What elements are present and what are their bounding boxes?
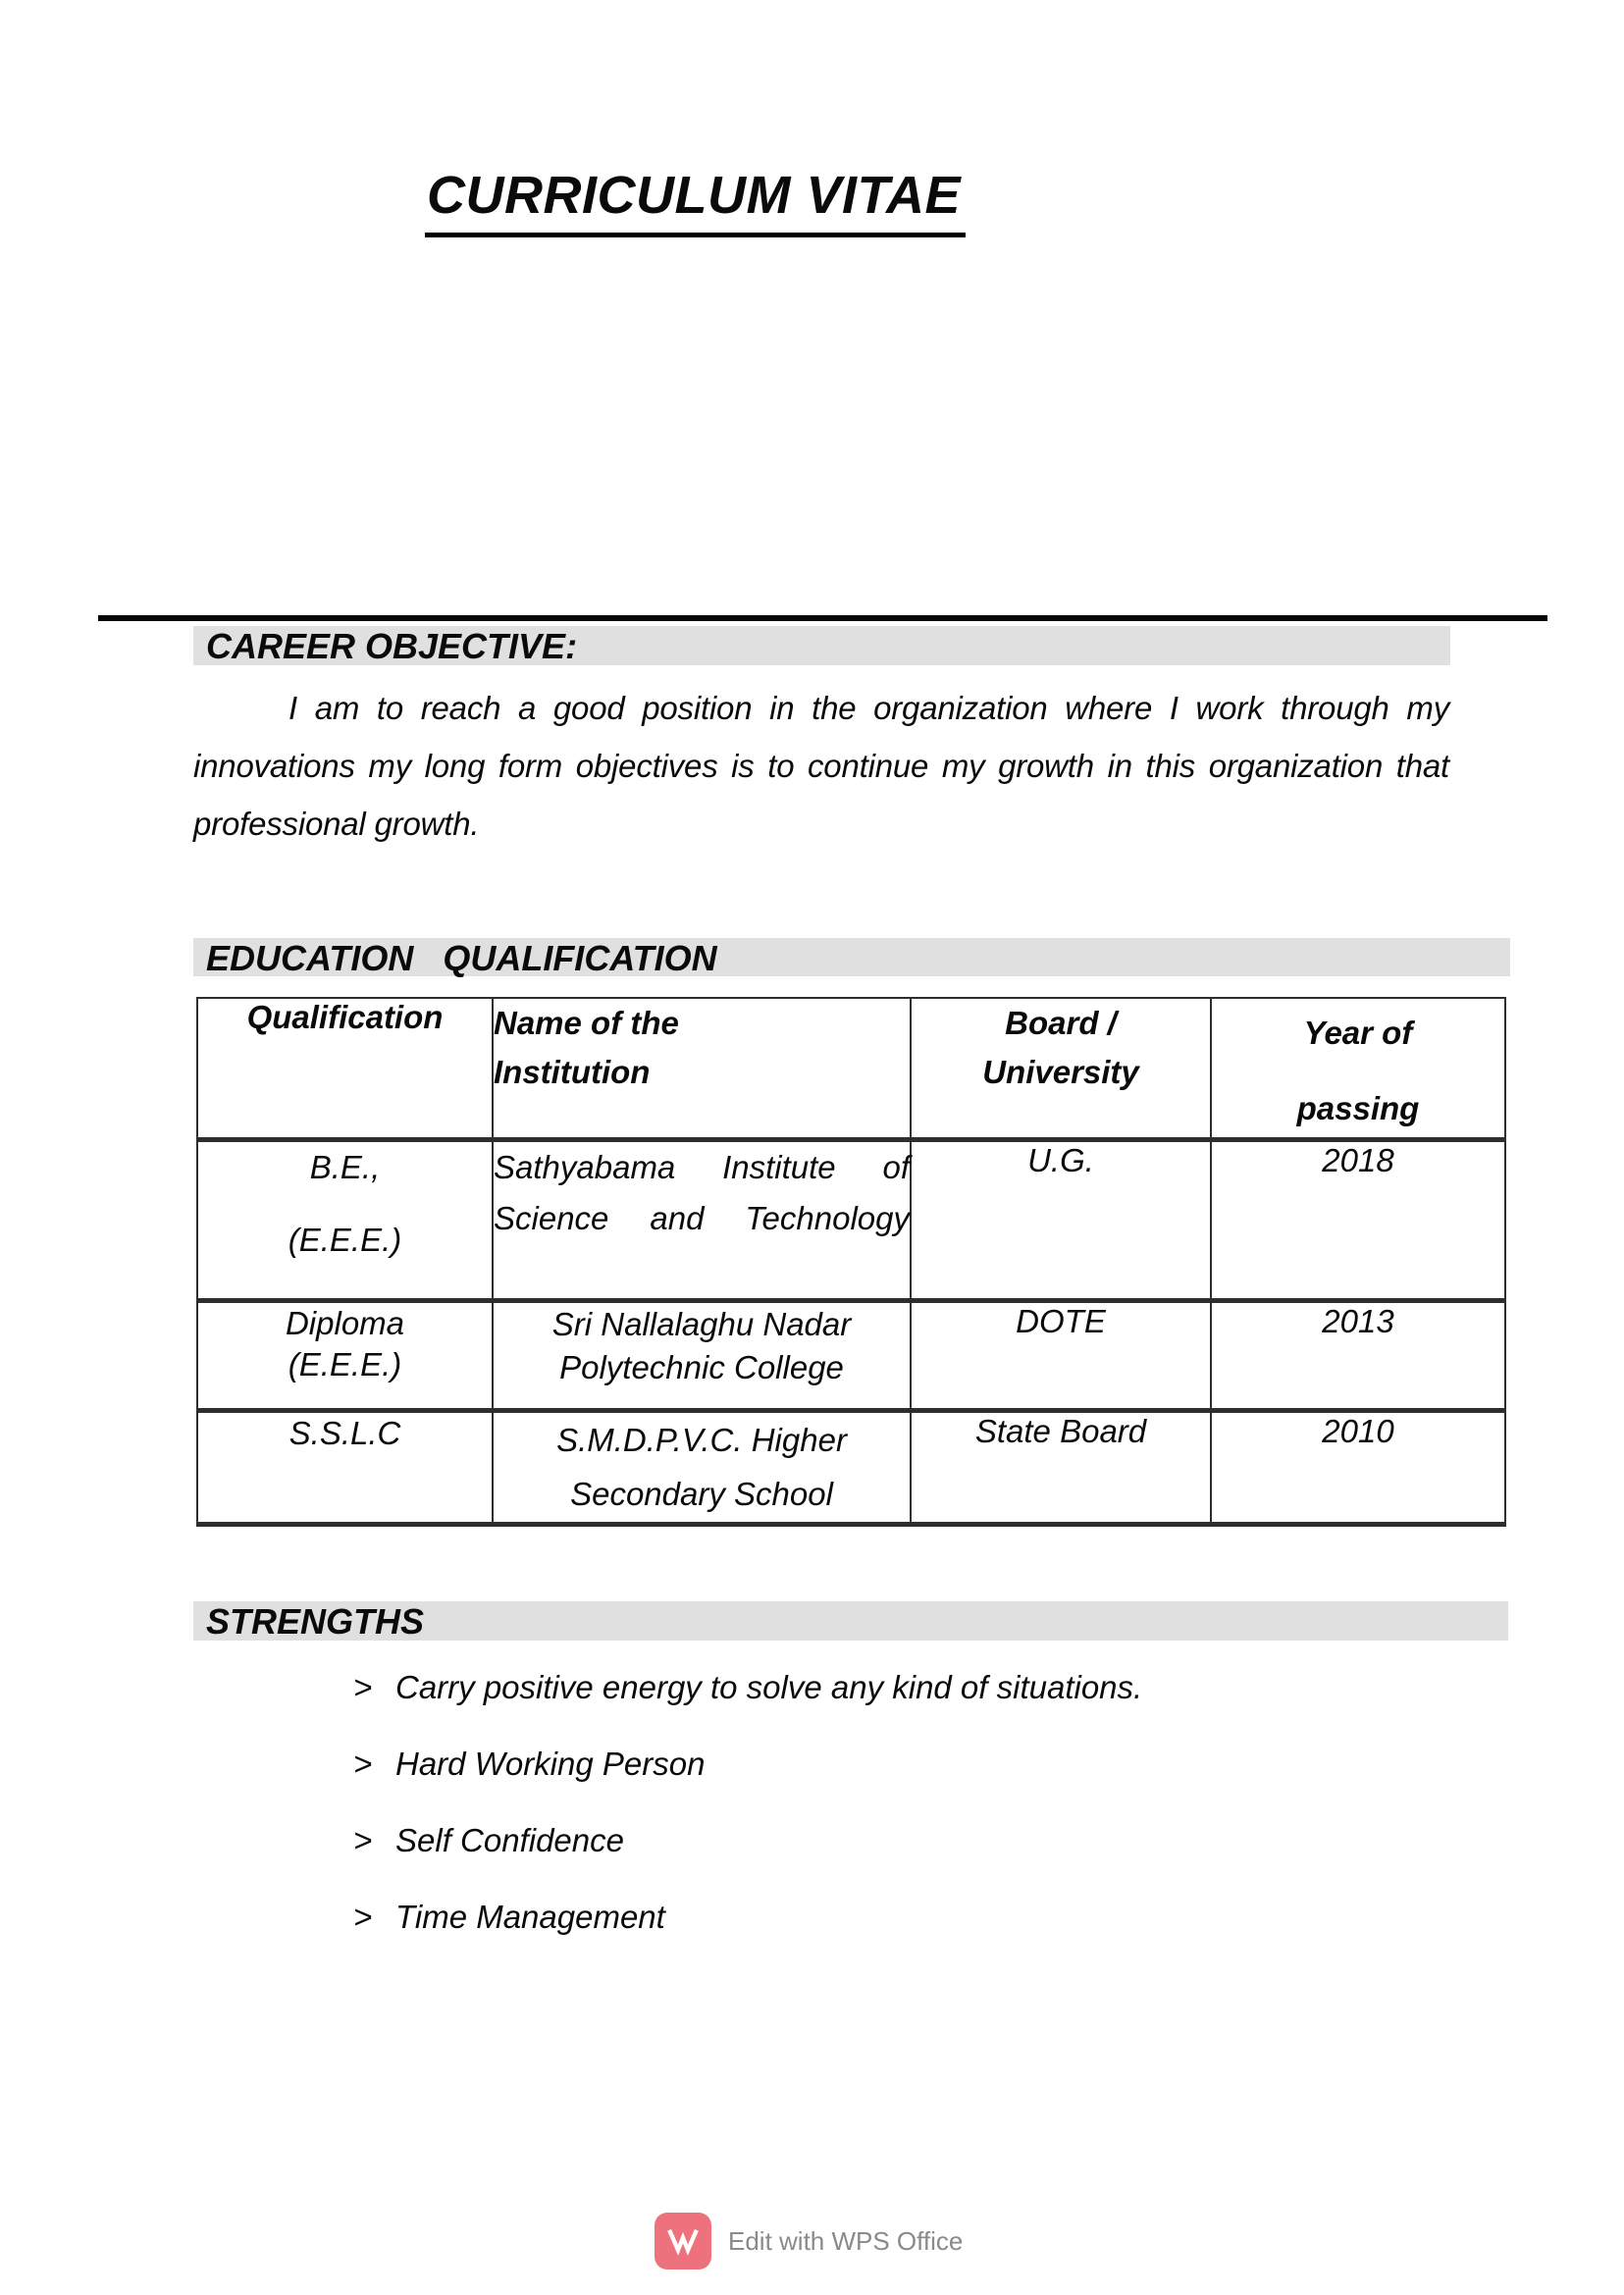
section-heading-education-qualification: EDUCATION QUALIFICATION <box>193 938 1510 976</box>
table-row <box>197 1410 1505 1524</box>
cell-text: (E.E.E.) <box>288 1221 402 1258</box>
education-table <box>196 997 1506 1527</box>
list-item <box>353 1897 1142 1937</box>
cell-qualification <box>197 1139 493 1300</box>
list-item-text: Carry positive energy to solve any kind of situations. <box>395 1669 1143 1705</box>
cell-institution <box>493 1410 911 1524</box>
col-header-year-of-passing <box>1211 998 1505 1139</box>
cell-qualification <box>197 1300 493 1410</box>
cell-year: 2018 <box>1211 1139 1505 1300</box>
section-heading-career-objective: CAREER OBJECTIVE: <box>193 626 1450 665</box>
col-header-board-line1: Board / <box>1005 1005 1117 1041</box>
table-row <box>197 1139 1505 1300</box>
list-item <box>353 1744 1142 1784</box>
col-header-institution-line2: Institution <box>494 1054 651 1090</box>
list-item <box>353 1667 1142 1707</box>
wps-watermark[interactable] <box>655 2213 963 2269</box>
horizontal-rule <box>98 615 1547 621</box>
cell-text: Sri Nallalaghu Nadar <box>551 1305 852 1342</box>
career-objective-paragraph: I am to reach a good position in the organization where I work through my innovations my long form objectives is to continue my growth in this organization that professional growth. <box>193 690 1449 842</box>
col-header-year-line1: Year of <box>1303 1015 1413 1051</box>
cell-text: (E.E.E.) <box>288 1345 402 1382</box>
cell-board: U.G. <box>911 1139 1211 1300</box>
page-title: CURRICULUM VITAE <box>425 165 966 237</box>
cell-text: Polytechnic College <box>559 1348 844 1385</box>
list-item-text: Time Management <box>395 1899 665 1935</box>
bullet-marker: > <box>353 1899 373 1935</box>
list-item-text: Hard Working Person <box>395 1746 706 1782</box>
bullet-marker: > <box>353 1746 373 1782</box>
cell-institution <box>493 1139 911 1300</box>
col-header-board-university <box>911 998 1211 1139</box>
col-header-institution-line1: Name of the <box>494 1005 679 1041</box>
cell-text: B.E., <box>309 1148 381 1185</box>
document-title-wrap <box>425 165 966 237</box>
section-heading-strengths: STRENGTHS <box>193 1601 1508 1641</box>
col-header-institution <box>493 998 911 1139</box>
strengths-list <box>353 1667 1142 1973</box>
col-header-year-line2: passing <box>1296 1090 1420 1126</box>
table-row <box>197 1300 1505 1410</box>
cell-year: 2010 <box>1211 1410 1505 1524</box>
cell-qualification: S.S.L.C <box>197 1410 493 1524</box>
col-header-qualification: Qualification <box>197 998 493 1139</box>
cell-text: Sathyabama Institute of <box>494 1148 910 1185</box>
bullet-marker: > <box>353 1669 373 1705</box>
cell-board: State Board <box>911 1410 1211 1524</box>
cell-year: 2013 <box>1211 1300 1505 1410</box>
bullet-marker: > <box>353 1822 373 1858</box>
cell-institution <box>493 1300 911 1410</box>
cell-board: DOTE <box>911 1300 1211 1410</box>
table-header-row <box>197 998 1505 1139</box>
list-item <box>353 1820 1142 1860</box>
wps-logo-icon[interactable] <box>655 2213 711 2269</box>
col-header-board-line2: University <box>982 1054 1139 1090</box>
wps-watermark-label[interactable]: Edit with WPS Office <box>728 2226 964 2256</box>
cell-text: Diploma <box>285 1304 405 1341</box>
cell-text: Secondary School <box>570 1475 833 1512</box>
cell-text: S.M.D.P.V.C. Higher <box>556 1421 847 1458</box>
list-item-text: Self Confidence <box>395 1822 624 1858</box>
cell-text: Science and Technology <box>494 1199 910 1236</box>
